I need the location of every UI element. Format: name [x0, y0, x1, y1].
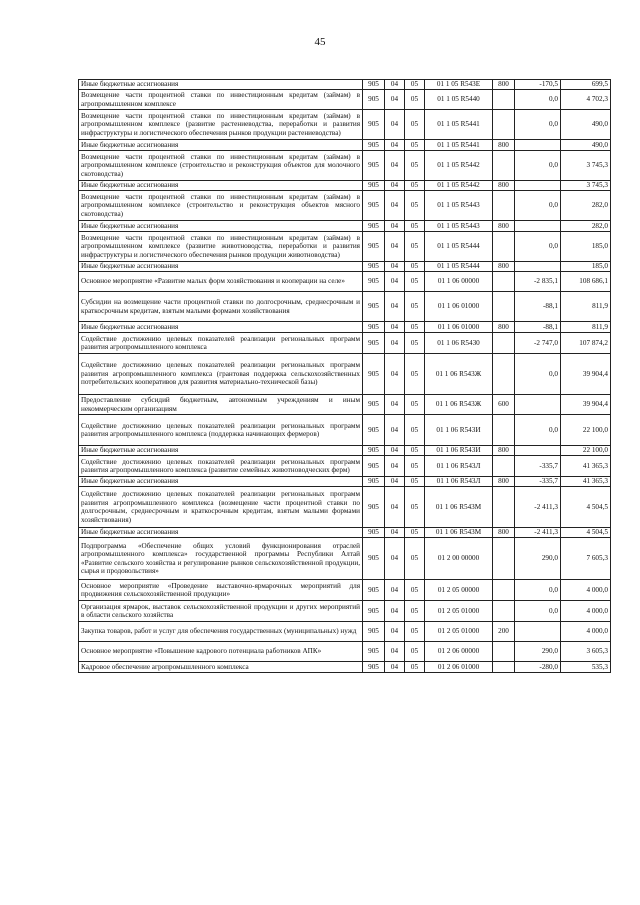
table-row [79, 354, 611, 395]
cell-total-amount: 4 000,0 [561, 601, 611, 622]
cell-ministry: 905 [363, 232, 385, 262]
cell-expense-type: 800 [493, 477, 515, 487]
cell-section: 04 [385, 90, 405, 110]
cell-expense-type: 600 [493, 395, 515, 415]
cell-section: 04 [385, 322, 405, 333]
cell-ministry: 905 [363, 456, 385, 477]
cell-expense-type [493, 232, 515, 262]
table-row [79, 415, 611, 446]
cell-expense-type [493, 580, 515, 601]
cell-change-amount [515, 262, 561, 272]
cell-target-article: 01 1 06 R543Ж [425, 395, 493, 415]
cell-target-article: 01 2 00 00000 [425, 538, 493, 580]
cell-ministry: 905 [363, 395, 385, 415]
budget-table-body [79, 80, 611, 673]
table-row [79, 395, 611, 415]
cell-ministry: 905 [363, 110, 385, 140]
cell-subsection: 05 [405, 528, 425, 538]
table-row [79, 232, 611, 262]
cell-name: Подпрограмма «Обеспечение общих условий функционирования отраслей агропромышленного комплекса» государственной программы Республики Алтай «Развитие сельского хозяйства и регулирование рынков сельскохозяйственной продукции, сырья и продовольствия» [79, 538, 363, 580]
cell-ministry: 905 [363, 272, 385, 292]
cell-subsection: 05 [405, 477, 425, 487]
cell-name: Основное мероприятие «Развитие малых форм хозяйствования и кооперации на селе» [79, 272, 363, 292]
cell-expense-type [493, 333, 515, 354]
cell-subsection: 05 [405, 642, 425, 662]
cell-change-amount: -88,1 [515, 292, 561, 322]
cell-subsection: 05 [405, 622, 425, 642]
cell-section: 04 [385, 272, 405, 292]
cell-expense-type [493, 151, 515, 181]
cell-name: Основное мероприятие «Проведение выставочно-ярмарочных мероприятий для продвижения сельскохозяйственной продукции» [79, 580, 363, 601]
cell-target-article: 01 1 05 R5440 [425, 90, 493, 110]
cell-change-amount: 0,0 [515, 90, 561, 110]
cell-change-amount: -2 835,1 [515, 272, 561, 292]
cell-name: Возмещение части процентной ставки по инвестиционным кредитам (займам) в агропромышленном комплексе (развитие животноводства, переработки и развития инфраструктуры и логистического обеспечения рынков продукции животноводства) [79, 232, 363, 262]
cell-change-amount: 290,0 [515, 642, 561, 662]
cell-change-amount: 0,0 [515, 580, 561, 601]
cell-expense-type [493, 456, 515, 477]
cell-subsection: 05 [405, 140, 425, 151]
cell-name: Возмещение части процентной ставки по инвестиционным кредитам (займам) в агропромышленном комплексе (строительство и реконструкция объектов мясного скотоводства) [79, 191, 363, 221]
cell-expense-type [493, 191, 515, 221]
cell-change-amount [515, 140, 561, 151]
cell-total-amount: 39 904,4 [561, 395, 611, 415]
cell-change-amount: 0,0 [515, 601, 561, 622]
cell-subsection: 05 [405, 322, 425, 333]
cell-name: Иные бюджетные ассигнования [79, 262, 363, 272]
cell-total-amount: 811,9 [561, 322, 611, 333]
cell-total-amount: 4 000,0 [561, 580, 611, 601]
cell-name: Содействие достижению целевых показателей реализации региональных программ развития агропромышленного комплекса (грантовая поддержка сельскохозяйственных потребительских кооперативов для развития материально-технической базы) [79, 354, 363, 395]
cell-total-amount: 39 904,4 [561, 354, 611, 395]
cell-section: 04 [385, 642, 405, 662]
cell-subsection: 05 [405, 456, 425, 477]
cell-change-amount: 0,0 [515, 110, 561, 140]
cell-expense-type [493, 90, 515, 110]
cell-expense-type [493, 354, 515, 395]
cell-name: Иные бюджетные ассигнования [79, 181, 363, 191]
cell-subsection: 05 [405, 292, 425, 322]
cell-total-amount: 535,3 [561, 662, 611, 673]
cell-target-article: 01 2 05 00000 [425, 580, 493, 601]
cell-name: Возмещение части процентной ставки по инвестиционным кредитам (займам) в агропромышленном комплексе (развитие растениеводства, переработки и развития инфраструктуры и логистического обеспечения рынков продукции растениеводства) [79, 110, 363, 140]
cell-total-amount: 282,0 [561, 221, 611, 232]
cell-section: 04 [385, 140, 405, 151]
table-row [79, 191, 611, 221]
cell-section: 04 [385, 580, 405, 601]
cell-section: 04 [385, 477, 405, 487]
cell-section: 04 [385, 487, 405, 528]
cell-name: Содействие достижению целевых показателей реализации региональных программ развития агропромышленного комплекса (поддержка начинающих фермеров) [79, 415, 363, 446]
cell-ministry: 905 [363, 221, 385, 232]
cell-name: Иные бюджетные ассигнования [79, 477, 363, 487]
cell-change-amount: -280,0 [515, 662, 561, 673]
cell-total-amount: 282,0 [561, 191, 611, 221]
cell-subsection: 05 [405, 415, 425, 446]
cell-section: 04 [385, 601, 405, 622]
cell-ministry: 905 [363, 477, 385, 487]
cell-section: 04 [385, 446, 405, 456]
cell-ministry: 905 [363, 601, 385, 622]
cell-subsection: 05 [405, 110, 425, 140]
cell-ministry: 905 [363, 622, 385, 642]
cell-total-amount: 4 504,5 [561, 487, 611, 528]
cell-target-article: 01 1 05 R5441 [425, 110, 493, 140]
cell-ministry: 905 [363, 487, 385, 528]
table-row [79, 90, 611, 110]
cell-total-amount: 185,0 [561, 262, 611, 272]
cell-target-article: 01 1 05 R5441 [425, 140, 493, 151]
cell-ministry: 905 [363, 322, 385, 333]
cell-expense-type [493, 487, 515, 528]
cell-name: Кадровое обеспечение агропромышленного комплекса [79, 662, 363, 673]
table-row [79, 477, 611, 487]
cell-subsection: 05 [405, 333, 425, 354]
cell-expense-type [493, 601, 515, 622]
cell-ministry: 905 [363, 262, 385, 272]
cell-subsection: 05 [405, 90, 425, 110]
table-row [79, 272, 611, 292]
cell-section: 04 [385, 456, 405, 477]
cell-change-amount [515, 221, 561, 232]
cell-section: 04 [385, 221, 405, 232]
cell-target-article: 01 1 05 R5444 [425, 262, 493, 272]
cell-expense-type [493, 415, 515, 446]
budget-table [78, 79, 611, 673]
cell-total-amount: 490,0 [561, 140, 611, 151]
cell-change-amount: -2 747,0 [515, 333, 561, 354]
table-row [79, 322, 611, 333]
cell-total-amount: 699,5 [561, 80, 611, 90]
cell-target-article: 01 2 06 01000 [425, 662, 493, 673]
cell-ministry: 905 [363, 80, 385, 90]
table-row [79, 80, 611, 90]
cell-target-article: 01 1 06 R5430 [425, 333, 493, 354]
cell-section: 04 [385, 354, 405, 395]
cell-expense-type: 800 [493, 262, 515, 272]
table-row [79, 262, 611, 272]
cell-expense-type [493, 292, 515, 322]
cell-change-amount: -335,7 [515, 477, 561, 487]
cell-target-article: 01 1 05 R5442 [425, 181, 493, 191]
cell-change-amount: 290,0 [515, 538, 561, 580]
cell-ministry: 905 [363, 528, 385, 538]
table-row [79, 292, 611, 322]
cell-ministry: 905 [363, 446, 385, 456]
cell-subsection: 05 [405, 80, 425, 90]
cell-total-amount: 4 504,5 [561, 528, 611, 538]
cell-expense-type: 200 [493, 622, 515, 642]
cell-subsection: 05 [405, 232, 425, 262]
table-row [79, 151, 611, 181]
table-row [79, 662, 611, 673]
table-row [79, 601, 611, 622]
cell-change-amount [515, 181, 561, 191]
cell-target-article: 01 1 06 R543И [425, 446, 493, 456]
cell-total-amount: 3 605,3 [561, 642, 611, 662]
cell-change-amount: -2 411,3 [515, 528, 561, 538]
cell-change-amount: -335,7 [515, 456, 561, 477]
cell-ministry: 905 [363, 191, 385, 221]
cell-total-amount: 3 745,3 [561, 181, 611, 191]
cell-target-article: 01 1 05 R5443 [425, 221, 493, 232]
cell-change-amount: 0,0 [515, 232, 561, 262]
cell-name: Содействие достижению целевых показателей реализации региональных программ развития агропромышленного комплекса (развитие семейных животноводческих ферм) [79, 456, 363, 477]
cell-section: 04 [385, 151, 405, 181]
cell-ministry: 905 [363, 354, 385, 395]
cell-ministry: 905 [363, 415, 385, 446]
cell-name: Содействие достижению целевых показателей реализации региональных программ развития агропромышленного комплекса [79, 333, 363, 354]
page-number: 45 [314, 36, 326, 48]
cell-target-article: 01 1 05 R5444 [425, 232, 493, 262]
cell-total-amount: 108 686,1 [561, 272, 611, 292]
cell-target-article: 01 1 06 R543Л [425, 477, 493, 487]
cell-change-amount [515, 622, 561, 642]
cell-subsection: 05 [405, 272, 425, 292]
cell-section: 04 [385, 292, 405, 322]
cell-ministry: 905 [363, 333, 385, 354]
cell-section: 04 [385, 662, 405, 673]
cell-target-article: 01 1 06 01000 [425, 292, 493, 322]
cell-subsection: 05 [405, 181, 425, 191]
cell-expense-type [493, 538, 515, 580]
cell-target-article: 01 1 05 R543Е [425, 80, 493, 90]
cell-name: Закупка товаров, работ и услуг для обеспечения государственных (муниципальных) нужд [79, 622, 363, 642]
cell-subsection: 05 [405, 151, 425, 181]
cell-total-amount: 41 365,3 [561, 477, 611, 487]
cell-section: 04 [385, 110, 405, 140]
cell-name: Иные бюджетные ассигнования [79, 80, 363, 90]
cell-ministry: 905 [363, 580, 385, 601]
cell-subsection: 05 [405, 191, 425, 221]
cell-expense-type [493, 662, 515, 673]
cell-subsection: 05 [405, 354, 425, 395]
cell-expense-type: 800 [493, 80, 515, 90]
cell-total-amount: 185,0 [561, 232, 611, 262]
cell-target-article: 01 1 06 R543Л [425, 456, 493, 477]
cell-target-article: 01 2 05 01000 [425, 601, 493, 622]
cell-name: Иные бюджетные ассигнования [79, 322, 363, 333]
cell-subsection: 05 [405, 446, 425, 456]
cell-section: 04 [385, 333, 405, 354]
cell-ministry: 905 [363, 662, 385, 673]
table-row [79, 221, 611, 232]
table-row [79, 487, 611, 528]
table-row [79, 181, 611, 191]
cell-name: Субсидии на возмещение части процентной ставки по долгосрочным, среднесрочным и краткосрочным кредитам, взятым малыми формами хозяйствования [79, 292, 363, 322]
table-row [79, 140, 611, 151]
cell-section: 04 [385, 538, 405, 580]
cell-expense-type: 800 [493, 322, 515, 333]
cell-name: Предоставление субсидий бюджетным, автономным учреждениям и иным некоммерческим организациям [79, 395, 363, 415]
cell-total-amount: 490,0 [561, 110, 611, 140]
cell-total-amount: 22 100,0 [561, 446, 611, 456]
cell-subsection: 05 [405, 662, 425, 673]
table-row [79, 642, 611, 662]
cell-subsection: 05 [405, 395, 425, 415]
cell-ministry: 905 [363, 538, 385, 580]
cell-change-amount: 0,0 [515, 151, 561, 181]
cell-subsection: 05 [405, 538, 425, 580]
cell-expense-type [493, 642, 515, 662]
cell-change-amount: 0,0 [515, 191, 561, 221]
table-row [79, 538, 611, 580]
table-row [79, 456, 611, 477]
cell-expense-type [493, 110, 515, 140]
cell-ministry: 905 [363, 181, 385, 191]
cell-target-article: 01 2 06 00000 [425, 642, 493, 662]
cell-total-amount: 811,9 [561, 292, 611, 322]
cell-ministry: 905 [363, 90, 385, 110]
cell-subsection: 05 [405, 487, 425, 528]
cell-ministry: 905 [363, 642, 385, 662]
cell-expense-type: 800 [493, 528, 515, 538]
cell-target-article: 01 1 05 R5443 [425, 191, 493, 221]
cell-subsection: 05 [405, 580, 425, 601]
cell-change-amount: 0,0 [515, 415, 561, 446]
cell-subsection: 05 [405, 221, 425, 232]
cell-name: Иные бюджетные ассигнования [79, 140, 363, 151]
cell-section: 04 [385, 232, 405, 262]
table-row [79, 622, 611, 642]
cell-ministry: 905 [363, 151, 385, 181]
cell-expense-type [493, 272, 515, 292]
cell-total-amount: 41 365,3 [561, 456, 611, 477]
cell-change-amount: -88,1 [515, 322, 561, 333]
cell-change-amount: 0,0 [515, 354, 561, 395]
cell-ministry: 905 [363, 140, 385, 151]
cell-name: Возмещение части процентной ставки по инвестиционным кредитам (займам) в агропромышленном комплексе [79, 90, 363, 110]
cell-section: 04 [385, 528, 405, 538]
cell-name: Содействие достижению целевых показателей реализации региональных программ развития агропромышленного комплекса (возмещение части процентной ставки по долгосрочным, среднесрочным и краткосрочным кредитам, взятым малыми формами хозяйствования) [79, 487, 363, 528]
cell-subsection: 05 [405, 601, 425, 622]
cell-target-article: 01 1 06 01000 [425, 322, 493, 333]
cell-name: Организация ярмарок, выставок сельскохозяйственной продукции и других мероприятий в области сельского хозяйства [79, 601, 363, 622]
cell-change-amount: -170,5 [515, 80, 561, 90]
cell-name: Иные бюджетные ассигнования [79, 528, 363, 538]
cell-total-amount: 3 745,3 [561, 151, 611, 181]
cell-expense-type: 800 [493, 221, 515, 232]
cell-name: Иные бюджетные ассигнования [79, 221, 363, 232]
cell-target-article: 01 1 05 R5442 [425, 151, 493, 181]
cell-target-article: 01 1 06 R543И [425, 415, 493, 446]
cell-change-amount [515, 395, 561, 415]
cell-target-article: 01 1 06 R543М [425, 487, 493, 528]
cell-section: 04 [385, 181, 405, 191]
table-row [79, 528, 611, 538]
cell-section: 04 [385, 262, 405, 272]
cell-change-amount: -2 411,3 [515, 487, 561, 528]
cell-name: Возмещение части процентной ставки по инвестиционным кредитам (займам) в агропромышленном комплексе (строительство и реконструкция объектов для молочного скотоводства) [79, 151, 363, 181]
cell-subsection: 05 [405, 262, 425, 272]
cell-target-article: 01 2 05 01000 [425, 622, 493, 642]
table-row [79, 446, 611, 456]
cell-change-amount [515, 446, 561, 456]
table-row [79, 333, 611, 354]
cell-target-article: 01 1 06 R543М [425, 528, 493, 538]
cell-total-amount: 7 605,3 [561, 538, 611, 580]
cell-target-article: 01 1 06 00000 [425, 272, 493, 292]
cell-total-amount: 4 000,0 [561, 622, 611, 642]
cell-expense-type: 800 [493, 181, 515, 191]
cell-expense-type: 800 [493, 140, 515, 151]
cell-target-article: 01 1 06 R543Ж [425, 354, 493, 395]
cell-name: Основное мероприятие «Повышение кадрового потенциала работников АПК» [79, 642, 363, 662]
cell-section: 04 [385, 80, 405, 90]
cell-total-amount: 22 100,0 [561, 415, 611, 446]
cell-total-amount: 107 874,2 [561, 333, 611, 354]
table-row [79, 580, 611, 601]
cell-total-amount: 4 702,3 [561, 90, 611, 110]
cell-expense-type: 800 [493, 446, 515, 456]
cell-name: Иные бюджетные ассигнования [79, 446, 363, 456]
cell-ministry: 905 [363, 292, 385, 322]
cell-section: 04 [385, 622, 405, 642]
cell-section: 04 [385, 415, 405, 446]
cell-section: 04 [385, 191, 405, 221]
cell-section: 04 [385, 395, 405, 415]
table-row [79, 110, 611, 140]
